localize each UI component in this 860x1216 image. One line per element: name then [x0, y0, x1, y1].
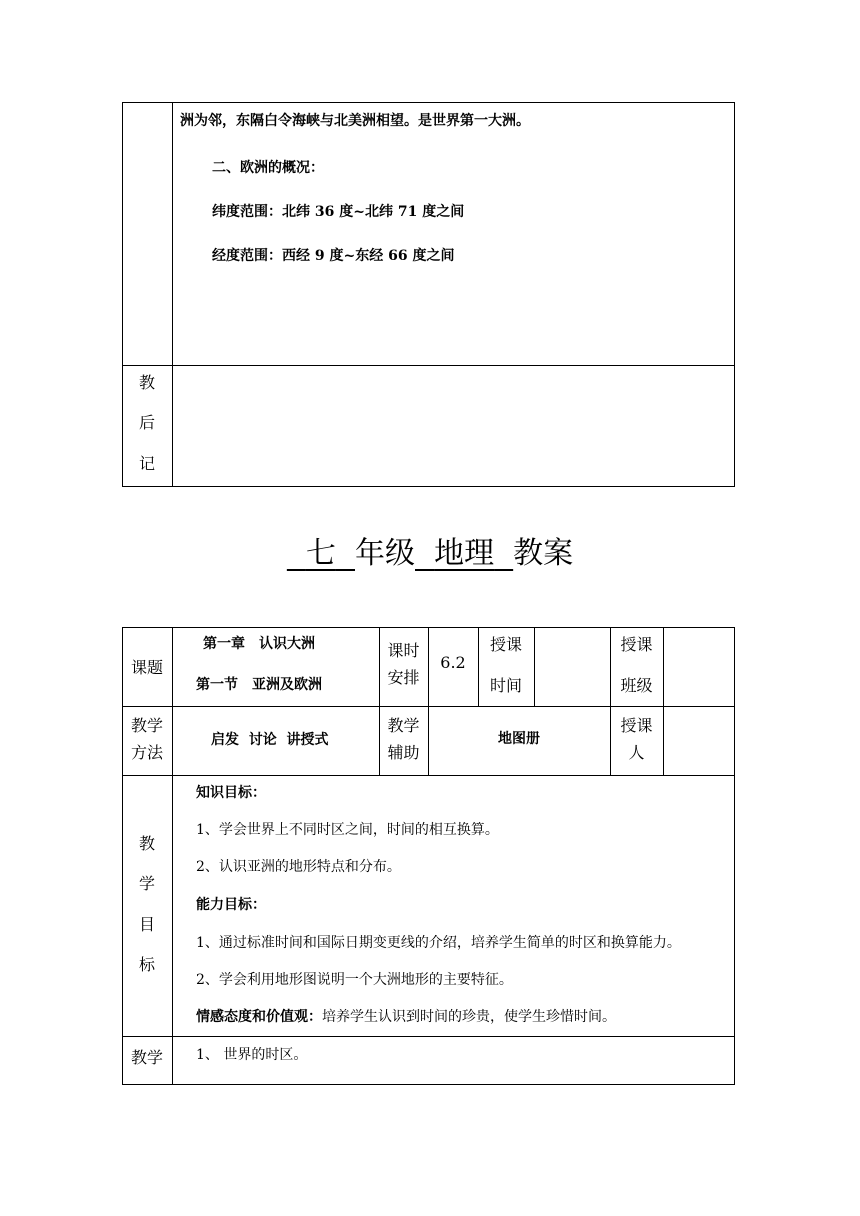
method-label-line1: 教学	[130, 716, 163, 735]
content-line-2: 二、欧洲的概况：	[212, 160, 324, 176]
time-label-line1: 授课	[489, 635, 522, 654]
objectives-char: 学	[138, 874, 155, 893]
afterword-char: 教	[138, 373, 155, 392]
objectives-char: 标	[138, 955, 155, 974]
teacher-label-line2: 人	[628, 743, 645, 762]
teaching-content-item-1: 1、 世界的时区。	[196, 1047, 308, 1063]
knowledge-heading: 知识目标：	[196, 785, 266, 801]
time-label-line2: 时间	[489, 676, 522, 695]
title-grade: 七	[305, 536, 336, 571]
afterword-char: 后	[138, 413, 155, 432]
knowledge-item-2: 2、认识亚洲的地形特点和分布。	[196, 859, 401, 875]
objectives-char: 教	[138, 834, 155, 853]
method-value: 启发 讨论 讲授式	[211, 732, 329, 748]
objectives-char: 目	[138, 915, 155, 934]
aid-value: 地图册	[498, 731, 540, 747]
title-subject: 地理	[434, 536, 495, 571]
aid-label-line1: 教学	[387, 716, 420, 735]
schedule-value: 6.2	[440, 653, 466, 672]
topic-section: 第一节 亚洲及欧洲	[196, 677, 322, 693]
ability-heading: 能力目标：	[196, 897, 266, 913]
afterword-char: 记	[138, 454, 155, 473]
aid-label-line2: 辅助	[387, 743, 420, 762]
content-line-1: 洲为邻，东隔白令海峡与北美洲相望。是世界第一大洲。	[180, 113, 530, 129]
emotion-heading: 情感态度和价值观：	[196, 1009, 322, 1025]
topic-label: 课题	[130, 658, 163, 677]
class-label-line1: 授课	[620, 635, 653, 654]
page-title	[0, 528, 860, 572]
teacher-label-line1: 授课	[620, 716, 653, 735]
topic-chapter: 第一章 认识大洲	[203, 636, 315, 652]
method-label-line2: 方法	[130, 743, 163, 762]
teaching-content-label: 教学	[130, 1048, 163, 1067]
ability-item-1: 1、通过标准时间和国际日期变更线的介绍，培养学生简单的时区和换算能力。	[196, 935, 681, 951]
title-doc-type: 教案	[513, 536, 574, 571]
emotion-text: 培养学生认识到时间的珍贵，使学生珍惜时间。	[322, 1009, 616, 1025]
knowledge-item-1: 1、学会世界上不同时区之间，时间的相互换算。	[196, 822, 499, 838]
schedule-label-line2: 安排	[387, 668, 420, 687]
content-line-4: 经度范围：西经 9 度~东经 66 度之间	[212, 248, 455, 264]
schedule-label-line1: 课时	[387, 641, 420, 660]
class-label-line2: 班级	[620, 676, 653, 695]
content-line-3: 纬度范围：北纬 36 度~北纬 71 度之间	[212, 204, 465, 220]
title-grade-suffix: 年级	[355, 536, 415, 571]
ability-item-2: 2、学会利用地形图说明一个大洲地形的主要特征。	[196, 972, 513, 988]
emotion-objective	[196, 1006, 616, 1026]
